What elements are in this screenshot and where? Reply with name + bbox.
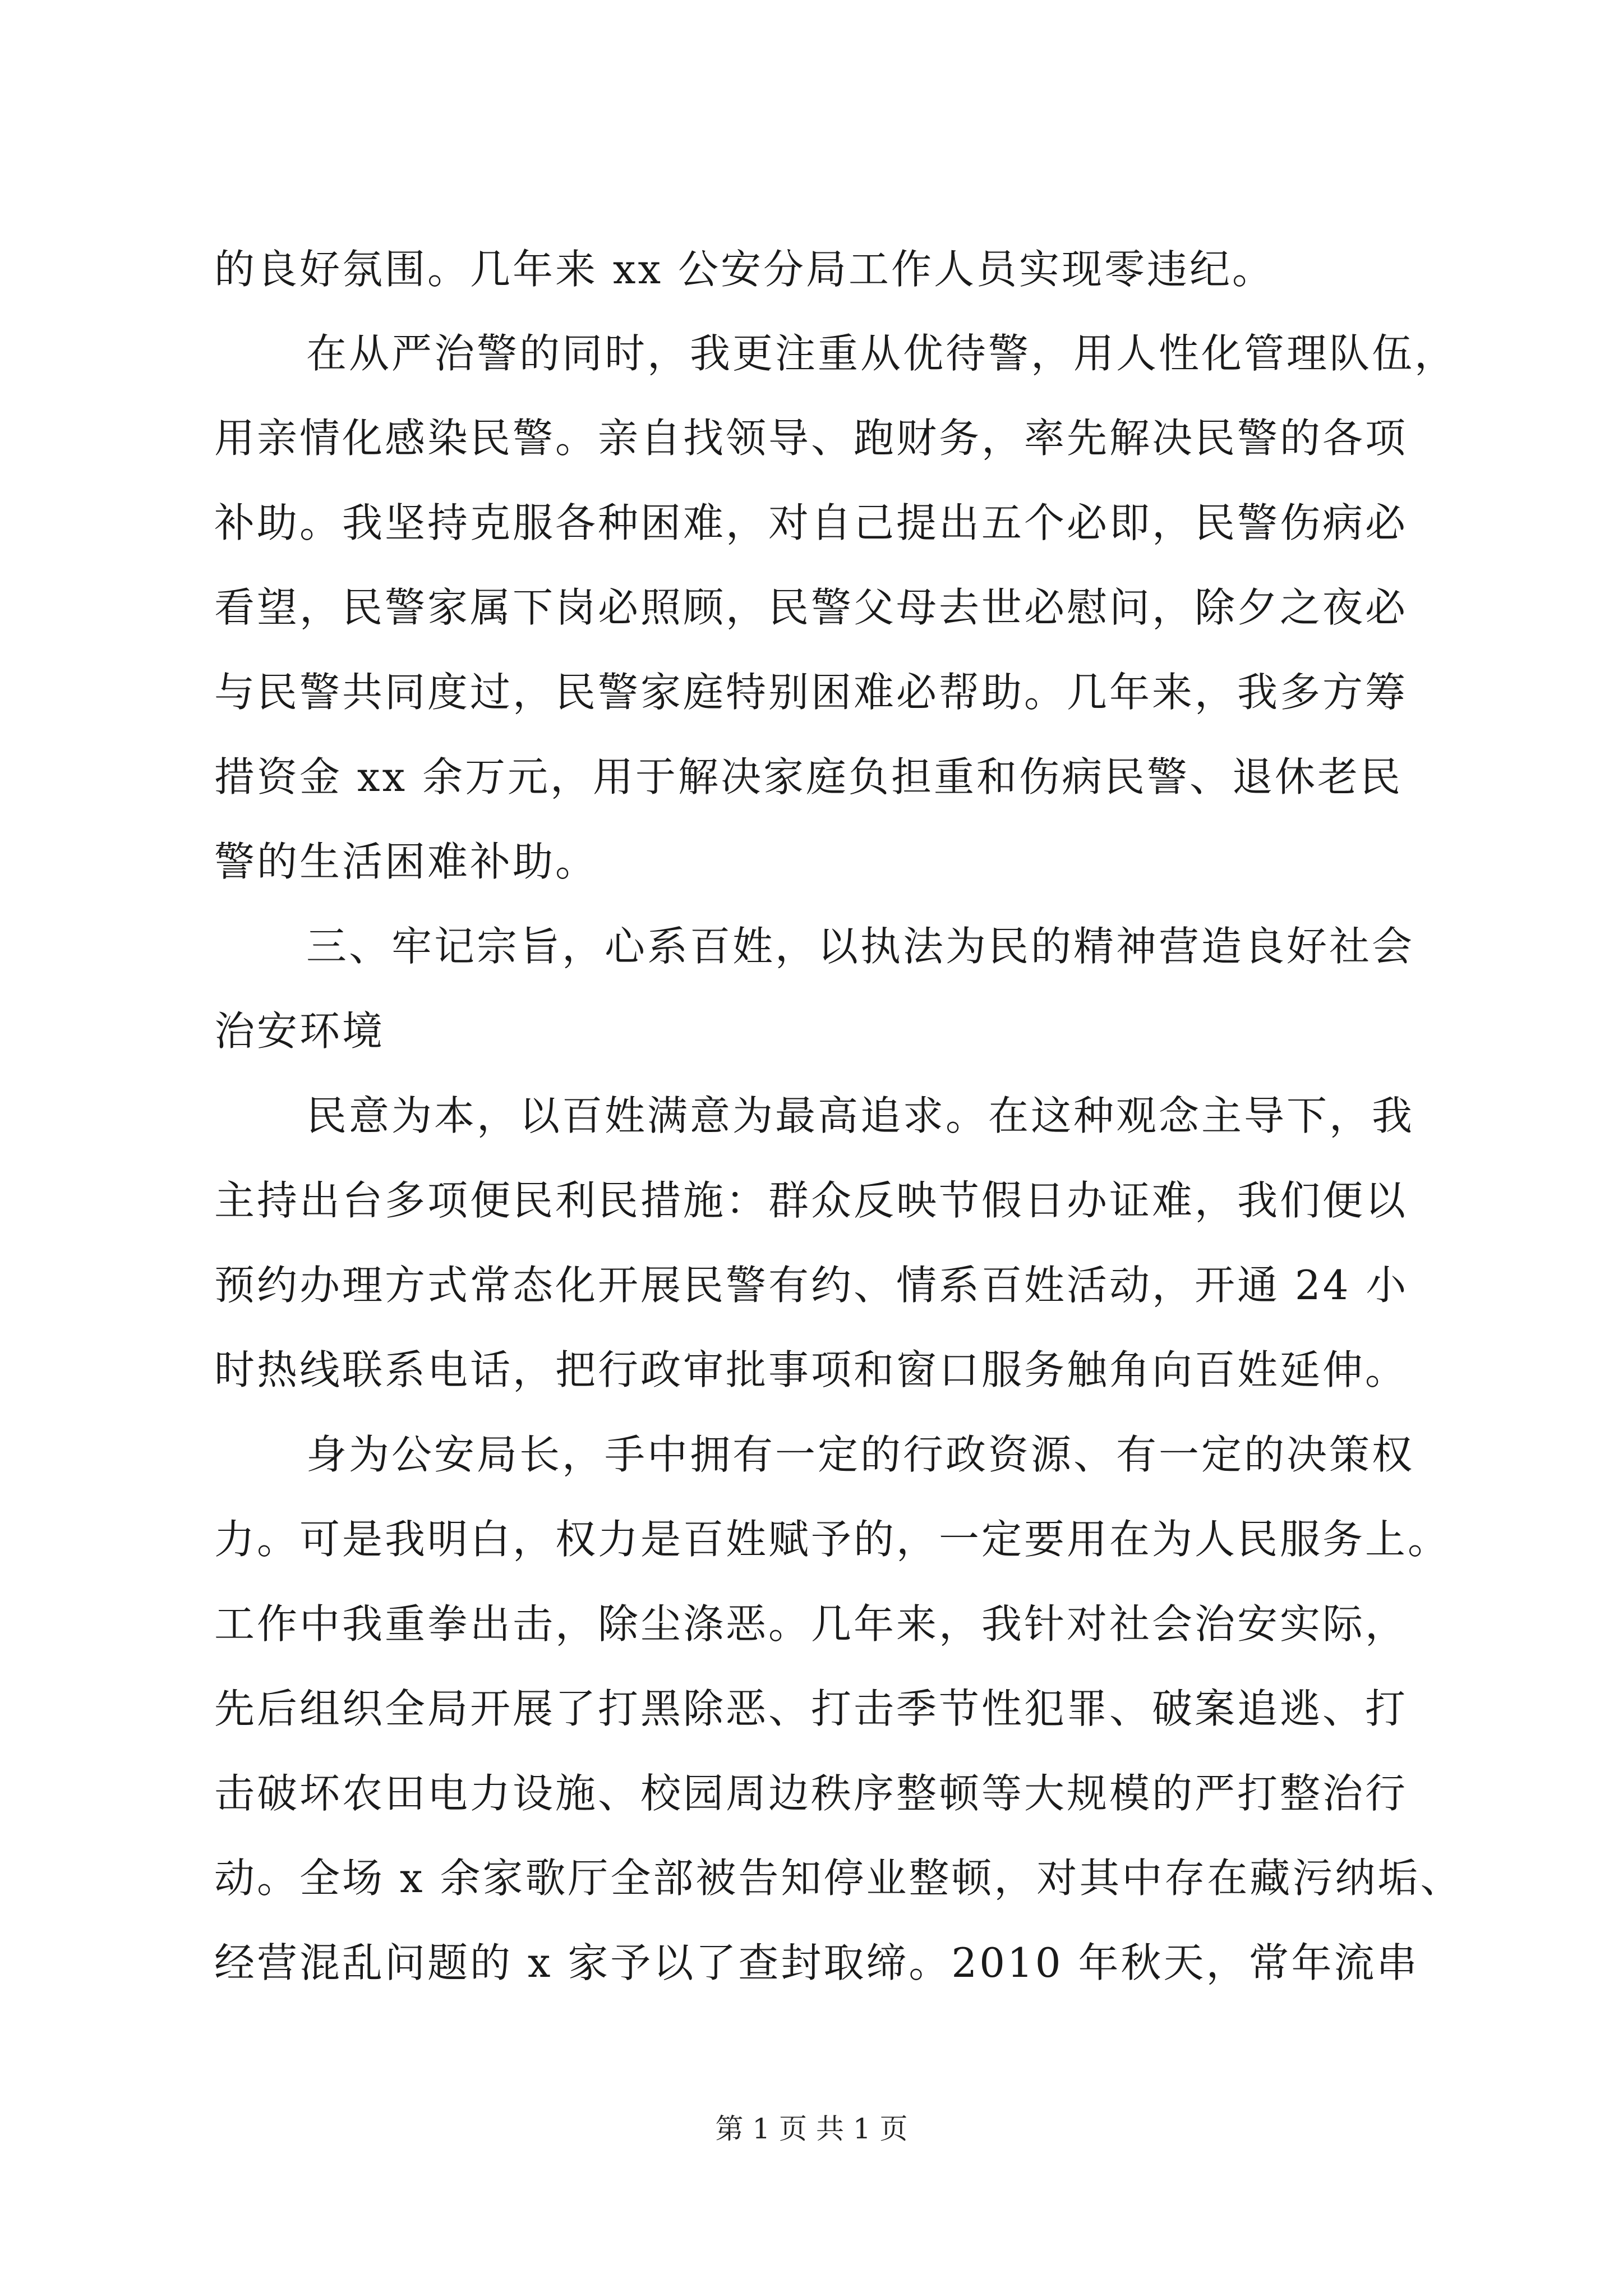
text-line: 时热线联系电话，把行政审批事项和窗口服务触角向百姓延伸。 — [214, 1346, 1408, 1393]
text-line: 工作中我重拳出击，除尘涤恶。几年来，我针对社会治安实际， — [214, 1600, 1408, 1648]
text-line: 用亲情化感染民警。亲自找领导、跑财务，率先解决民警的各项 — [214, 415, 1408, 462]
page-number-footer: 第 1 页 共 1 页 — [715, 2113, 908, 2145]
text-line: 预约办理方式常态化开展民警有约、情系百姓活动，开通 24 小 — [214, 1262, 1409, 1309]
text-line: 经营混乱问题的 x 家予以了查封取缔。2010 年秋天，常年流串 — [214, 1939, 1419, 1986]
text-line: 主持出台多项便民利民措施：群众反映节假日办证难，我们便以 — [214, 1177, 1408, 1224]
section-heading-line: 三、牢记宗旨，心系百姓，以执法为民的精神营造良好社会 — [306, 923, 1415, 970]
text-line: 措资金 xx 余万元，用于解决家庭负担重和伤病民警、退休老民 — [214, 753, 1403, 800]
text-line: 与民警共同度过，民警家庭特别困难必帮助。几年来，我多方筹 — [214, 669, 1408, 716]
text-line: 击破坏农田电力设施、校园周边秩序整顿等大规模的严打整治行 — [214, 1770, 1408, 1817]
paragraph-start-line: 身为公安局长，手中拥有一定的行政资源、有一定的决策权 — [306, 1431, 1415, 1478]
text-line: 补助。我坚持克服各种困难，对自己提出五个必即，民警伤病必 — [214, 499, 1408, 546]
paragraph-start-line: 民意为本，以百姓满意为最高追求。在这种观念主导下，我 — [306, 1092, 1415, 1139]
text-line: 看望，民警家属下岗必照顾，民警父母去世必慰问，除夕之夜必 — [214, 584, 1408, 631]
text-line: 的良好氛围。几年来 xx 公安分局工作人员实现零违纪。 — [214, 246, 1275, 293]
text-line: 先后组织全局开展了打黑除恶、打击季节性犯罪、破案追逃、打 — [214, 1685, 1408, 1732]
section-heading-line: 治安环境 — [214, 1007, 385, 1055]
text-line: 警的生活困难补助。 — [214, 838, 598, 885]
paragraph-start-line: 在从严治警的同时，我更注重从优待警，用人性化管理队伍， — [306, 330, 1458, 377]
text-line: 力。可是我明白，权力是百姓赋予的，一定要用在为人民服务上。 — [214, 1516, 1451, 1563]
text-line: 动。全场 x 余家歌厅全部被告知停业整顿，对其中存在藏污纳垢、 — [214, 1855, 1463, 1902]
